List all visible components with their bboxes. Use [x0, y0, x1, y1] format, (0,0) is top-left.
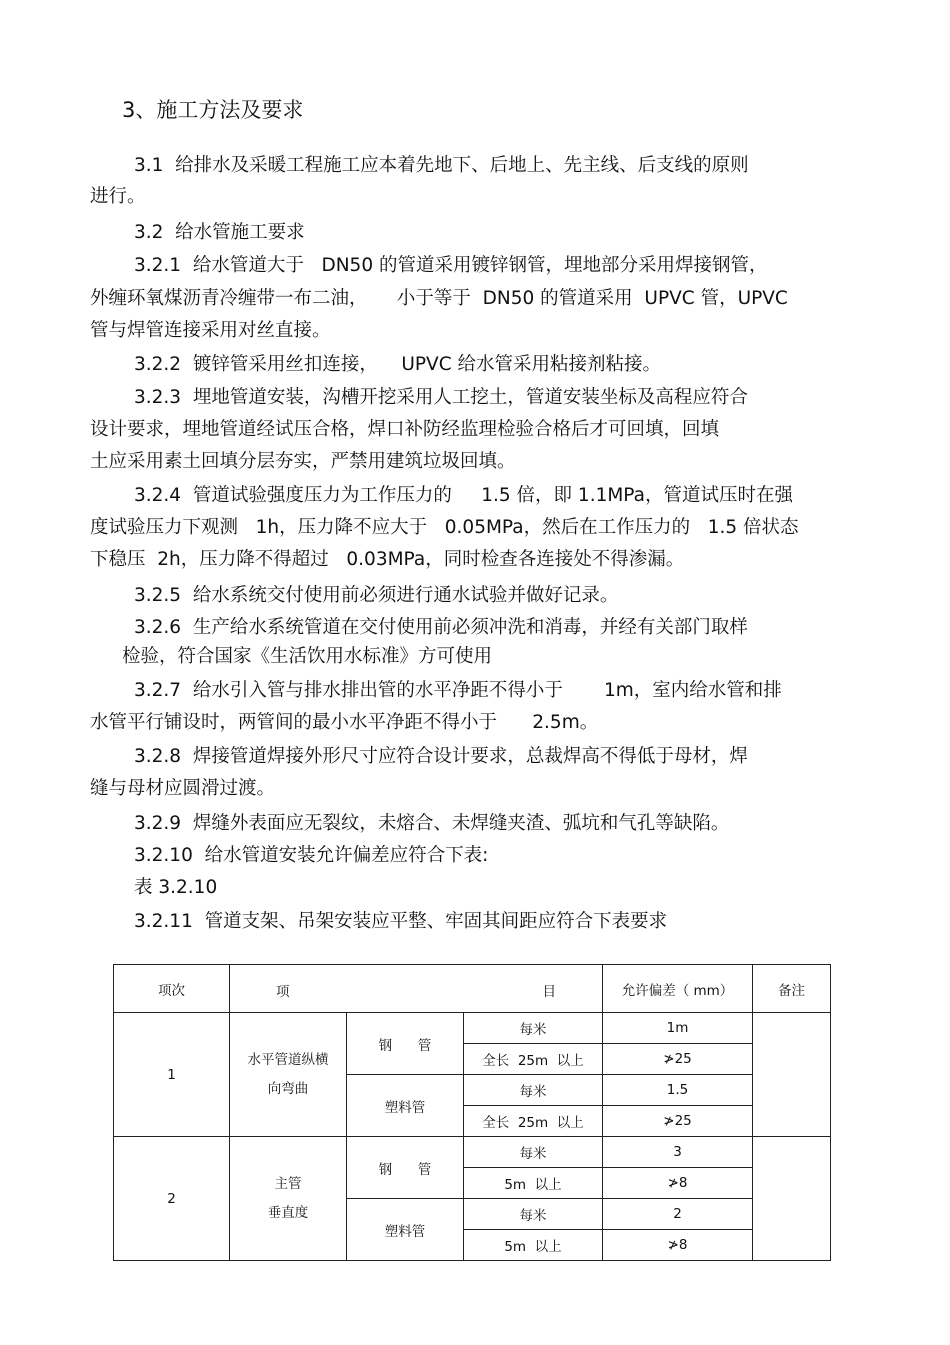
value-cell: 1.5 [603, 1075, 753, 1106]
material-name: 塑料管 [347, 1199, 464, 1261]
header-tolerance: 允许偏差（ mm） [603, 965, 753, 1013]
group-no: 2 [114, 1137, 230, 1261]
material-name: 塑料管 [347, 1075, 464, 1137]
scope-cell: 每米 [464, 1137, 603, 1168]
paragraph-line: 3.2.2 镀锌管采用丝扣连接， UPVC 给水管采用粘接剂粘接。 [134, 354, 662, 375]
group-no: 1 [114, 1013, 230, 1137]
table-header-row [114, 965, 831, 1013]
scope-cell: 5m 以上 [464, 1168, 603, 1199]
material-name: 钢 管 [347, 1137, 464, 1199]
paragraph-line: 3.2.8 焊接管道焊接外形尺寸应符合设计要求，总裁焊高不得低于母材，焊 [134, 746, 748, 767]
paragraph-line: 管与焊管连接采用对丝直接。 [90, 320, 331, 341]
paragraph-line: 缝与母材应圆滑过渡。 [90, 778, 276, 799]
remark-cell [753, 1137, 831, 1261]
paragraph-line: 3.1 给排水及采暖工程施工应本着先地下、后地上、先主线、后支线的原则 [134, 155, 749, 176]
paragraph-line: 3.2.9 焊缝外表面应无裂纹，未熔合、未焊缝夹渣、弧坑和气孔等缺陷。 [134, 813, 730, 834]
value-cell: ≯8 [603, 1230, 753, 1261]
value-cell: 3 [603, 1137, 753, 1168]
value-cell: ≯25 [603, 1044, 753, 1075]
paragraph-line: 度试验压力下观测 1h，压力降不应大于 0.05MPa，然后在工作压力的 1.5 倍状态 [90, 517, 799, 538]
scope-cell: 全长 25m 以上 [464, 1044, 603, 1075]
value-cell: ≯25 [603, 1106, 753, 1137]
header-no: 项次 [114, 965, 230, 1013]
table-row [114, 1137, 831, 1168]
group-name: 水平管道纵横 向弯曲 [230, 1013, 347, 1137]
paragraph-line: 3.2.6 生产给水系统管道在交付使用前必须冲洗和消毒，并经有关部门取样 [134, 617, 748, 638]
paragraph-line: 外缠环氧煤沥青冷缠带一布二油， 小于等于 DN50 的管道采用 UPVC 管，UPVC [90, 288, 788, 309]
value-cell: ≯8 [603, 1168, 753, 1199]
table-row [114, 1013, 831, 1044]
paragraph-line: 3.2.4 管道试验强度压力为工作压力的 1.5 倍，即 1.1MPa，管道试压时在强 [134, 485, 793, 506]
paragraph-line: 3.2.3 埋地管道安装，沟槽开挖采用人工挖土，管道安装坐标及高程应符合 [134, 387, 748, 408]
group-name: 主管 垂直度 [230, 1137, 347, 1261]
paragraph-line: 下稳压 2h，压力降不得超过 0.03MPa，同时检查各连接处不得渗漏。 [90, 549, 685, 570]
paragraph-line: 土应采用素土回填分层夯实，严禁用建筑垃圾回填。 [90, 451, 516, 472]
paragraph-line: 3.2 给水管施工要求 [134, 222, 305, 243]
paragraph-line: 3.2.10 给水管道安装允许偏差应符合下表: [134, 845, 489, 866]
paragraph-line: 设计要求，埋地管道经试压合格，焊口补防经监理检验合格后才可回填，回填 [90, 419, 720, 440]
remark-cell [753, 1013, 831, 1137]
paragraph-line: 进行。 [90, 186, 146, 207]
paragraph-line: 3.2.7 给水引入管与排水排出管的水平净距不得小于 1m，室内给水管和排 [134, 680, 782, 701]
value-cell: 1m [603, 1013, 753, 1044]
paragraph-line: 3.2.11 管道支架、吊架安装应平整、牢固其间距应符合下表要求 [134, 911, 668, 932]
section-heading: 3、施工方法及要求 [122, 98, 304, 122]
value-cell: 2 [603, 1199, 753, 1230]
header-item-left: 项 [276, 984, 290, 1000]
paragraph-line: 水管平行铺设时，两管间的最小水平净距不得小于 2.5m。 [90, 712, 599, 733]
paragraph-line: 检验，符合国家《生活饮用水标准》方可使用 [122, 646, 493, 667]
paragraph-line: 3.2.1 给水管道大于 DN50 的管道采用镀锌钢管，埋地部分采用焊接钢管， [134, 255, 768, 276]
tolerance-table [113, 964, 831, 1261]
scope-cell: 每米 [464, 1013, 603, 1044]
header-item-right: 目 [542, 984, 557, 1000]
header-remark: 备注 [753, 965, 831, 1013]
scope-cell: 5m 以上 [464, 1230, 603, 1261]
scope-cell: 每米 [464, 1075, 603, 1106]
table-caption: 表 3.2.10 [134, 877, 218, 898]
material-name: 钢 管 [347, 1013, 464, 1075]
paragraph-line: 3.2.5 给水系统交付使用前必须进行通水试验并做好记录。 [134, 585, 619, 606]
scope-cell: 全长 25m 以上 [464, 1106, 603, 1137]
header-item [230, 965, 603, 1013]
scope-cell: 每米 [464, 1199, 603, 1230]
